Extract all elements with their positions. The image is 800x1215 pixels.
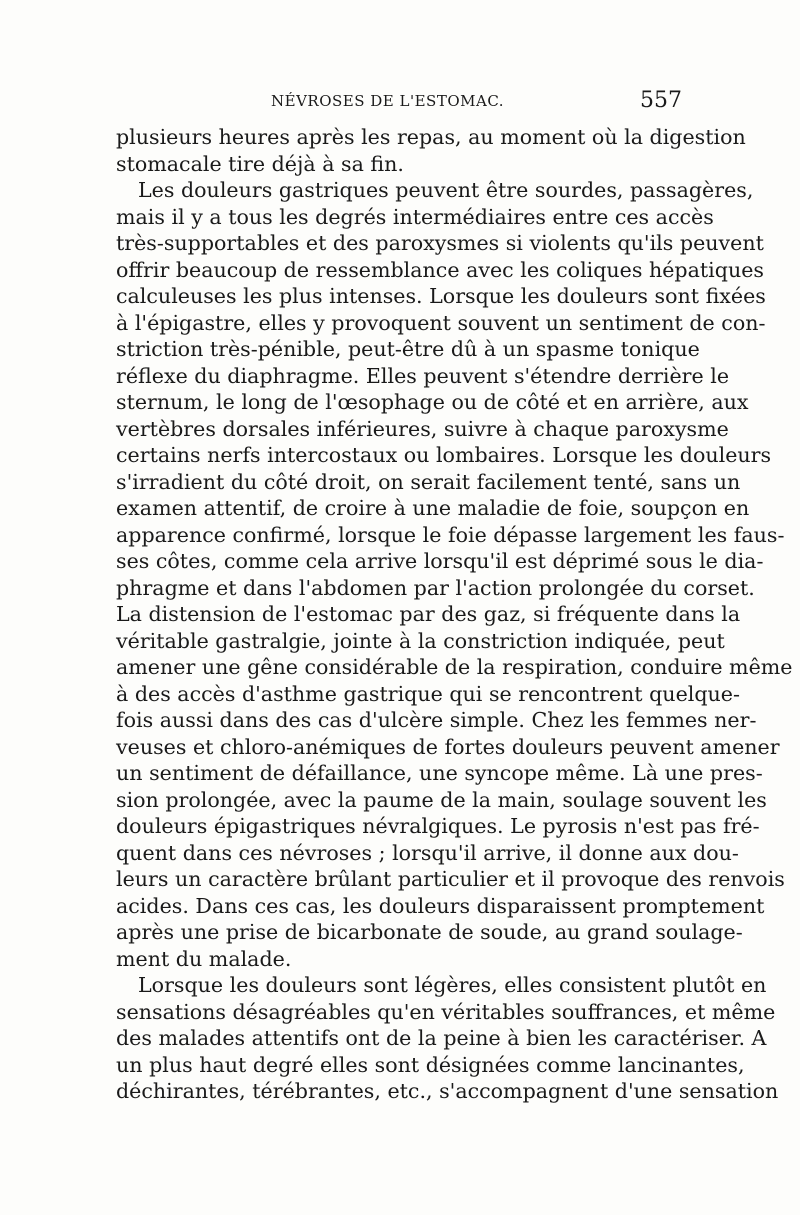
text-line: vertèbres dorsales inférieures, suivre à chaque paroxysme (116, 416, 729, 441)
text-line: Lorsque les douleurs sont légères, elles consistent plutôt en (138, 973, 767, 997)
paragraph (116, 177, 793, 972)
text-line: calculeuses les plus intenses. Lorsque les douleurs sont fixées (116, 284, 766, 308)
text-line: leurs un caractère brûlant particulier et il provoque des renvois (116, 867, 785, 891)
paragraph (116, 124, 746, 177)
text-line: à des accès d'asthme gastrique qui se rencontrent quelque- (116, 681, 740, 706)
text-line: veuses et chloro-anémiques de fortes douleurs peuvent amener (116, 734, 780, 759)
text-line: apparence confirmé, lorsque le foie dépasse largement les faus- (116, 522, 785, 547)
text-line: un sentiment de défaillance, une syncope même. Là une pres- (116, 761, 763, 785)
text-line: Les douleurs gastriques peuvent être sourdes, passagères, (138, 178, 754, 202)
text-line: certains nerfs intercostaux ou lombaires. Lorsque les douleurs (116, 443, 772, 467)
paragraph (116, 972, 779, 1105)
body-text (116, 124, 793, 1105)
text-line: phragme et dans l'abdomen par l'action prolongée du corset. (116, 575, 755, 600)
text-line: après une prise de bicarbonate de soude, au grand soulage- (116, 920, 743, 944)
text-line: ses côtes, comme cela arrive lorsqu'il est déprimé sous le dia- (116, 549, 764, 573)
text-line: un plus haut degré elles sont désignées comme lancinantes, (116, 1052, 745, 1077)
text-line: amener une gêne considérable de la respiration, conduire même (116, 655, 793, 679)
text-line: sensations désagréables qu'en véritables souffrances, et même (116, 999, 776, 1024)
text-line: ment du malade. (116, 946, 292, 971)
text-line: sion prolongée, avec la paume de la main, soulage souvent les (116, 787, 767, 812)
text-line: très-supportables et des paroxysmes si violents qu'ils peuvent (116, 231, 764, 255)
text-line: des malades attentifs ont de la peine à bien les caractériser. A (116, 1026, 767, 1050)
text-line: plusieurs heures après les repas, au moment où la digestion (116, 125, 746, 149)
text-line: véritable gastralgie, jointe à la constriction indiquée, peut (116, 628, 725, 653)
text-line: sternum, le long de l'œsophage ou de côté et en arrière, aux (116, 390, 749, 414)
text-line: s'irradient du côté droit, on serait facilement tenté, sans un (116, 469, 741, 494)
page-number: 557 (640, 88, 682, 113)
text-line: déchirantes, térébrantes, etc., s'accompagnent d'une sensation (116, 1079, 779, 1103)
running-title: NÉVROSES DE L'ESTOMAC. (271, 92, 505, 110)
text-line: quent dans ces névroses ; lorsqu'il arrive, il donne aux dou- (116, 840, 739, 865)
text-line: douleurs épigastriques névralgiques. Le pyrosis n'est pas fré- (116, 814, 760, 838)
text-line: réflexe du diaphragme. Elles peuvent s'étendre derrière le (116, 363, 730, 388)
text-line: La distension de l'estomac par des gaz, si fréquente dans la (116, 602, 741, 626)
text-line: striction très-pénible, peut-être dû à un spasme tonique (116, 337, 700, 361)
text-line: examen attentif, de croire à une maladie de foie, soupçon en (116, 496, 750, 520)
text-line: acides. Dans ces cas, les douleurs disparaissent promptement (116, 893, 765, 918)
running-head (116, 88, 682, 120)
text-line: stomacale tire déjà à sa fin. (116, 151, 404, 176)
text-line: fois aussi dans des cas d'ulcère simple. Chez les femmes ner- (116, 708, 757, 732)
text-line: à l'épigastre, elles y provoquent souvent un sentiment de con- (116, 310, 766, 335)
text-line: offrir beaucoup de ressemblance avec les coliques hépatiques (116, 257, 764, 282)
text-line: mais il y a tous les degrés intermédiaires entre ces accès (116, 204, 714, 229)
